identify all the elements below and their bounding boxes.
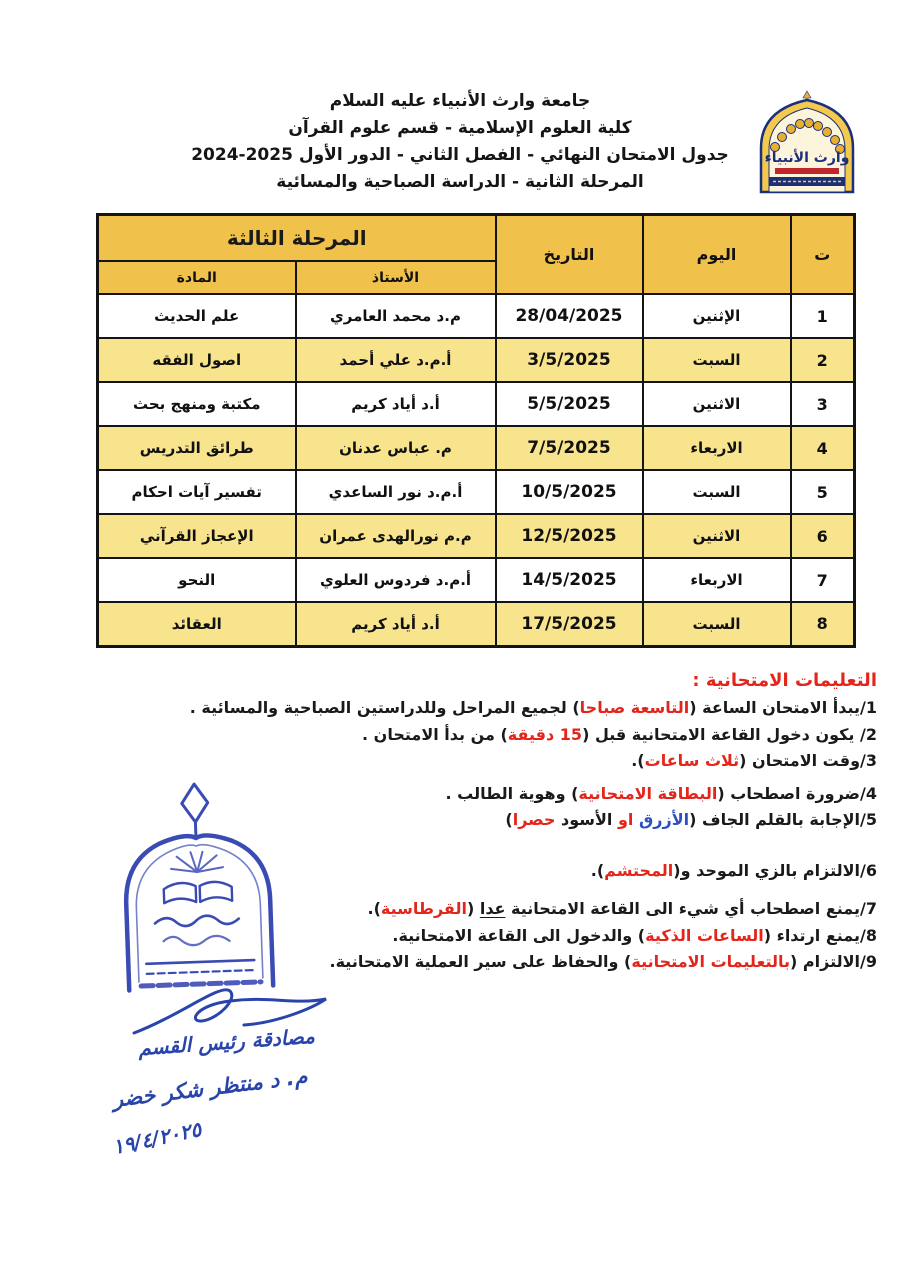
stamp-rays [170,851,223,873]
col-header-professor: الأستاذ [296,261,496,294]
instruction-text: ) والدخول الى القاعة الامتحانية. [392,925,646,945]
instruction-highlight: 15 دقيقة [507,724,583,744]
logo-red-band [775,168,839,174]
instruction-highlight: الساعات الذكية [645,925,764,945]
instruction-text: 3/وقت الامتحان ( [739,751,877,770]
instruction-text: ) من بدأ الامتحان . [362,724,508,744]
cell-day: الاثنين [643,514,791,558]
table-row [97,602,854,646]
cell-date: 5/5/2025 [496,382,643,426]
instruction-text: 8/يمنع ارتداء ( [763,925,877,945]
cell-index: 1 [791,294,855,338]
cell-day: السبت [643,602,791,646]
table-row [97,294,854,338]
approval-title-handwriting: مصادقة رئيس القسم [137,1023,316,1061]
university-logo-icon [745,90,869,194]
instruction-highlight: القرطاسية [380,899,467,918]
instruction-highlight: البطاقة الامتحانية [578,783,718,803]
schedule-title: جدول الامتحان النهائي - الفصل الثاني - الدور الأول 2025-2024 [191,145,729,165]
instruction-highlight: بالتعليمات الامتحانية [631,952,791,971]
cell-index: 5 [791,470,855,514]
cell-date: 3/5/2025 [496,338,643,382]
cell-index: 6 [791,514,855,558]
instruction-text: عدا [479,899,506,918]
cell-index: 2 [791,338,855,382]
cell-professor: أ.م.د فردوس العلوي [296,558,496,602]
instruction-text: الأسود [555,810,618,829]
instruction-item [77,748,877,775]
stage-study-line: المرحلة الثانية - الدراسة الصباحية والمسائية [276,172,644,192]
cell-subject: تفسير آيات احكام [97,470,295,514]
instruction-text: ) وهوية الطالب . [445,783,579,803]
cell-professor: أ.م.د علي أحمد [296,338,496,382]
table-row [97,338,854,382]
instruction-highlight: ثلاث ساعات [644,751,740,770]
instruction-highlight: الأزرق [638,810,690,829]
table-row [97,426,854,470]
cell-subject: العقائد [97,602,295,646]
instructions-title: التعليمات الامتحانية : [692,670,877,691]
cell-day: الاربعاء [643,558,791,602]
instruction-text: 7/يمنع اصطحاب أي شيء الى القاعة الامتحانية [505,899,877,918]
cell-day: السبت [643,470,791,514]
cell-date: 17/5/2025 [496,602,643,646]
table-row [97,382,854,426]
cell-date: 10/5/2025 [496,470,643,514]
instruction-text: ). [631,751,645,770]
col-header-day: اليوم [643,215,791,295]
cell-professor: م.د محمد العامري [296,294,496,338]
university-name: جامعة وارث الأنبياء عليه السلام [329,91,591,111]
cell-professor: أ.د أياد كريم [296,382,496,426]
instruction-highlight: او [617,810,634,829]
cell-subject: طرائق التدريس [97,426,295,470]
cell-subject: النحو [97,558,295,602]
table-row [97,470,854,514]
instruction-text: ( [466,899,480,918]
col-header-index: ت [791,215,855,295]
instruction-item [77,722,877,749]
cell-professor: أ.م.د نور الساعدي [296,470,496,514]
college-department: كلية العلوم الإسلامية - قسم علوم القرآن [288,118,632,138]
instruction-text: 9/الالتزام ( [790,952,877,971]
cell-date: 12/5/2025 [496,514,643,558]
cell-day: الاربعاء [643,426,791,470]
instruction-text: 1/يبدأ الامتحان الساعة ( [689,698,877,717]
cell-subject: علم الحديث [97,294,295,338]
cell-professor: م.م نورالهدى عمران [296,514,496,558]
instruction-text: 2/ يكون دخول القاعة الامتحانية قبل ( [582,724,877,744]
instruction-highlight: حصرا [512,810,556,829]
instruction-text: ) [505,810,513,829]
cell-index: 8 [791,602,855,646]
instruction-text: ) والحفاظ على سير العملية الامتحانية. [329,952,632,971]
cell-day: الإثنين [643,294,791,338]
cell-subject: مكتبة ومنهج بحث [97,382,295,426]
exam-table-body [97,294,854,646]
merged-stage-header: المرحلة الثالثة [97,215,495,262]
instruction-text: ). [367,899,381,918]
cell-index: 4 [791,426,855,470]
col-header-date: التاريخ [496,215,643,295]
instruction-item [77,695,877,722]
approval-date-handwriting: ١٩/٤/٢٠٢٥ [110,1116,204,1160]
cell-index: 7 [791,558,855,602]
instruction-text: 6/الالتزام بالزي الموحد و( [673,860,877,880]
cell-professor: أ.د أياد كريم [296,602,496,646]
table-row [97,558,854,602]
cell-date: 7/5/2025 [496,426,643,470]
cell-day: السبت [643,338,791,382]
instruction-text: ) لجميع المراحل وللدراستين الصباحية والمسائية . [189,698,580,717]
cell-subject: الإعجاز القرآني [97,514,295,558]
instruction-text: 5/الإجابة بالقلم الجاف ( [689,810,877,829]
col-header-subject: المادة [97,261,295,294]
instruction-text: 4/ضرورة اصطحاب ( [717,783,877,803]
approver-name-handwriting: م. د منتظر شكر خضر [111,1064,309,1112]
logo-calligraphy: وارث الأنبياء [764,150,850,166]
cell-index: 3 [791,382,855,426]
cell-date: 28/04/2025 [496,294,643,338]
document-header [140,88,780,196]
exam-schedule-table [96,213,856,648]
instruction-text: ). [590,860,605,880]
cell-date: 14/5/2025 [496,558,643,602]
instruction-highlight: التاسعة صباحا [579,698,690,717]
cell-professor: م. عباس عدنان [296,426,496,470]
cell-day: الاثنين [643,382,791,426]
cell-subject: اصول الفقه [97,338,295,382]
instruction-highlight: المحتشم [604,860,674,880]
table-row [97,514,854,558]
